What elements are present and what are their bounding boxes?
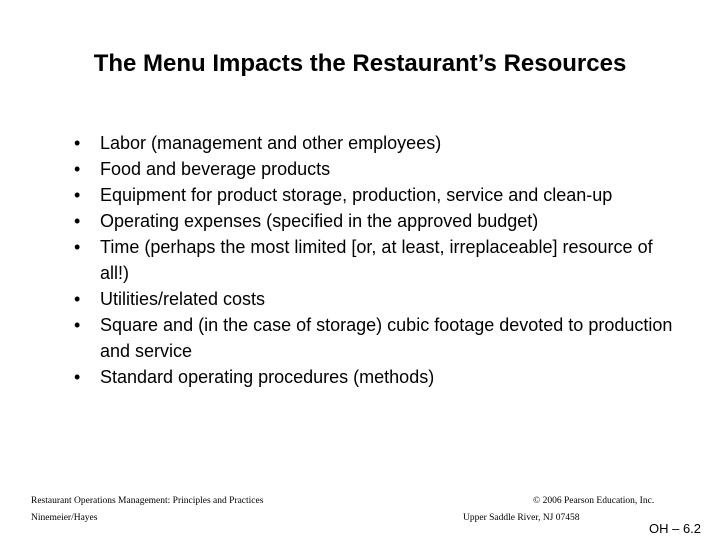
bullet-dot-icon: • <box>74 159 81 179</box>
footer-book-title: Restaurant Operations Management: Principles and Practices <box>31 496 264 506</box>
bullet-text: Operating expenses (specified in the approved budget) <box>100 211 539 231</box>
bullet-item <box>72 312 682 364</box>
bullet-text: Food and beverage products <box>100 159 331 179</box>
bullet-dot-icon: • <box>74 289 81 309</box>
bullet-item <box>72 130 682 156</box>
bullet-dot-icon: • <box>74 315 81 335</box>
bullet-list <box>72 130 682 390</box>
bullet-item <box>72 156 682 182</box>
bullet-dot-icon: • <box>74 367 81 387</box>
slide-number: OH – 6.2 <box>649 521 702 536</box>
bullet-text: Standard operating procedures (methods) <box>100 367 435 387</box>
bullet-item <box>72 208 682 234</box>
bullet-dot-icon: • <box>74 211 81 231</box>
bullet-text: Utilities/related costs <box>100 289 266 309</box>
bullet-dot-icon: • <box>74 185 81 205</box>
bullet-text: Equipment for product storage, production, service and clean-up <box>100 185 613 205</box>
bullet-item <box>72 286 682 312</box>
bullet-item <box>72 182 682 208</box>
bullet-text: Square and (in the case of storage) cubic footage devoted to production and service <box>100 315 673 361</box>
bullet-text: Labor (management and other employees) <box>100 133 442 153</box>
bullet-text: Time (perhaps the most limited [or, at least, irreplaceable] resource of all!) <box>100 237 653 283</box>
footer-address: Upper Saddle River, NJ 07458 <box>463 513 580 523</box>
footer-copyright: © 2006 Pearson Education, Inc. <box>533 496 655 506</box>
bullet-dot-icon: • <box>74 237 81 257</box>
bullet-dot-icon: • <box>74 133 81 153</box>
slide-title: The Menu Impacts the Restaurant’s Resources <box>93 50 627 77</box>
bullet-item <box>72 234 682 286</box>
footer-authors: Ninemeier/Hayes <box>31 513 98 523</box>
bullet-item <box>72 364 682 390</box>
